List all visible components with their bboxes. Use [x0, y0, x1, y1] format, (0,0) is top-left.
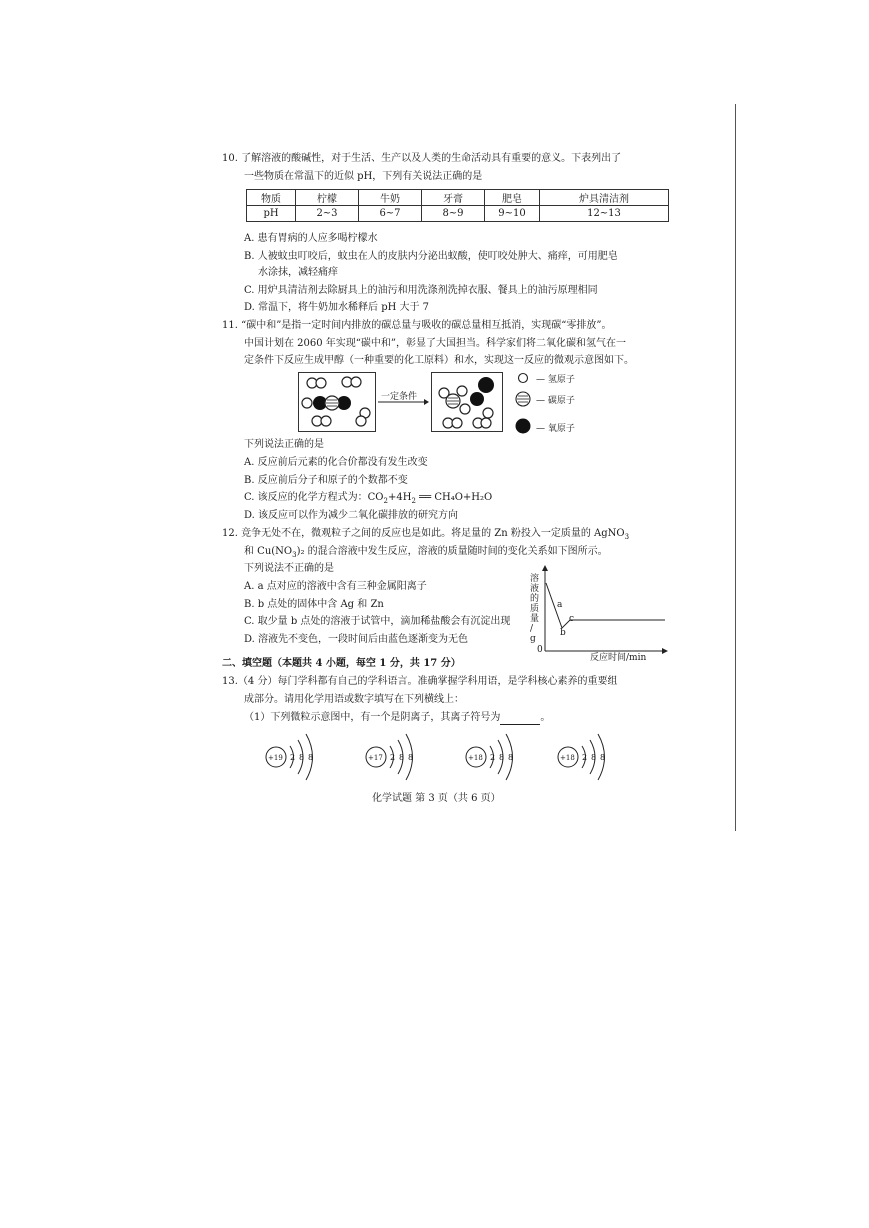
table-cell: 2~3: [296, 206, 359, 222]
x-axis-arrow: [662, 648, 668, 654]
atom-diagram: [264, 730, 324, 786]
q12-line1-text: 12. 竞争无处不在，微观粒子之间的反应也是如此。将足量的 Zn 粉投入一定质量的 AgNO: [222, 528, 625, 539]
q12-line1-sub: 3: [624, 533, 630, 541]
arrow-icon: [376, 398, 430, 406]
graph-origin: 0: [537, 645, 543, 655]
table-cell: 6~7: [359, 206, 422, 222]
table-row: [247, 206, 669, 222]
graph-ylabel: [530, 574, 540, 644]
table-cell: 12~13: [540, 206, 669, 222]
legend-oxygen: — 氧原子: [536, 424, 575, 434]
point-a-label: a: [557, 600, 563, 610]
atom-diagram: [464, 730, 524, 786]
product-box: [431, 372, 503, 432]
q12-line1: [222, 527, 629, 544]
shell-count: 8: [508, 753, 514, 762]
q10-option-b: B. 人被蚊虫叮咬后，蚊虫在人的皮肤内分泌出蚁酸，使叮咬处肿大、痛痒，可用肥皂: [244, 251, 618, 262]
q13-line1: 13.（4 分）每门学科都有自己的学科语言。准确掌握学科用语，是学科核心素养的重要组: [222, 676, 618, 687]
legend-icons: [515, 371, 533, 437]
q12-line2-post: )₂ 的混合溶液中发生反应，溶液的质量随时间的变化关系如下图所示。: [296, 546, 608, 557]
shell-count: 8: [499, 753, 505, 762]
graph-xlabel: 反应时间/min: [590, 653, 647, 663]
q13-sub1-end: 。: [540, 712, 551, 723]
legend-carbon: — 碳原子: [536, 396, 575, 406]
shell-count: 2: [490, 753, 496, 762]
ylabel-char: 液: [530, 584, 540, 594]
ylabel-char: 质: [530, 604, 540, 614]
ylabel-char: 量: [530, 614, 540, 624]
product-molecules: [432, 373, 502, 431]
q11-option-a: A. 反应前后元素的化合价都没有发生改变: [244, 457, 428, 468]
q13-sub1: [244, 711, 550, 725]
q11-option-d: D. 该反应可以作为减少二氧化碳排放的研究方向: [244, 510, 459, 521]
table-cell: 物质: [247, 190, 296, 206]
section-title: 二、填空题（本题共 4 小题，每空 1 分，共 17 分）: [222, 658, 461, 669]
equation-equals: ══: [415, 492, 435, 503]
q12-option-d: D. 溶液先不变色，一段时间后由蓝色逐渐变为无色: [244, 634, 469, 645]
nucleus-label: +18: [560, 754, 575, 762]
mass-curve: [546, 583, 665, 628]
q11-option-b: B. 反应前后分子和原子的个数都不变: [244, 475, 408, 486]
legend-hydrogen: — 氢原子: [536, 375, 575, 385]
table-cell: 8~9: [422, 206, 485, 222]
table-cell: 牙膏: [422, 190, 485, 206]
q13-line2: 成部分。请用化学用语或数字填写在下列横线上：: [244, 694, 464, 705]
atom-diagram: [556, 730, 616, 786]
q11-line2: 中国计划在 2060 年实现“碳中和”，彰显了大国担当。科学家们将二氧化碳和氢气在一: [244, 338, 627, 349]
q12-stem: 下列说法不正确的是: [244, 563, 334, 574]
shell-count: 8: [308, 753, 314, 762]
q10-line2: 一些物质在常温下的近似 pH，下列有关说法正确的是: [244, 171, 483, 182]
reactant-box: [298, 372, 376, 432]
q12-option-a: A. a 点对应的溶液中含有三种金属阳离子: [244, 581, 427, 592]
y-axis-arrow: [542, 565, 548, 571]
ylabel-char: 溶: [530, 574, 540, 584]
equation-sub: 2: [411, 497, 416, 505]
q11-line3: 定条件下反应生成甲醇（一种重要的化工原料）和水，实现这一反应的微观示意图如下。: [244, 355, 634, 366]
q11-line1: 11. “碳中和”是指一定时间内排放的碳总量与吸收的碳总量相互抵消，实现碳“零排放”。: [222, 320, 612, 331]
q10-option-d: D. 常温下，将牛奶加水稀释后 pH 大于 7: [244, 302, 430, 313]
table-cell: 肥皂: [485, 190, 540, 206]
nucleus-label: +17: [368, 754, 383, 762]
table-row: [247, 190, 669, 206]
page-footer: 化学试题 第 3 页（共 6 页）: [372, 793, 501, 804]
ylabel-char: g: [530, 634, 536, 644]
table-cell: 柠檬: [296, 190, 359, 206]
equation-part: +4H: [387, 492, 412, 503]
ylabel-char: 的: [530, 594, 540, 604]
shell-count: 2: [390, 753, 396, 762]
shell-count: 2: [290, 753, 296, 762]
q12-line2-sub: 3: [292, 551, 297, 559]
table-cell: 炉具清洁剂: [540, 190, 669, 206]
q10-line1: 10. 了解溶液的酸碱性，对于生活、生产以及人类的生命活动具有重要的意义。下表列出了: [222, 153, 622, 164]
q11-option-c: [244, 491, 492, 508]
arrow-label: 一定条件: [381, 392, 418, 402]
shell-count: 8: [600, 753, 606, 762]
ylabel-char: /: [530, 624, 534, 634]
reactant-molecules: [299, 373, 375, 431]
shell-count: 2: [582, 753, 588, 762]
shell-count: 8: [591, 753, 597, 762]
atom-diagram: [364, 730, 424, 786]
equation-part: CH₄O+H₂O: [434, 492, 493, 503]
q12-line2-pre: 和 Cu(NO: [244, 546, 293, 557]
q13-sub1-text: （1）下列微粒示意图中，有一个是阴离子，其离子符号为: [244, 712, 501, 723]
equation-sub: 2: [383, 497, 388, 505]
point-c-label: c: [569, 614, 575, 624]
shell-count: 8: [399, 753, 405, 762]
q11-stem: 下列说法正确的是: [244, 439, 324, 450]
q10-option-a: A. 患有胃病的人应多喝柠檬水: [244, 233, 378, 244]
table-cell: pH: [247, 206, 296, 222]
margin-rule: [735, 104, 736, 831]
shell-count: 8: [408, 753, 414, 762]
answer-blank[interactable]: [500, 714, 540, 725]
shell-count: 8: [299, 753, 305, 762]
nucleus-label: +19: [268, 754, 283, 762]
q12-line2: [244, 545, 608, 562]
q10-option-c: C. 用炉具清洁剂去除厨具上的油污和用洗涤剂洗掉衣服、餐具上的油污原理相同: [244, 285, 598, 296]
point-b-label: b: [560, 628, 566, 638]
q10-option-b-cont: 水涂抹，减轻痛痒: [258, 267, 338, 278]
table-cell: 9~10: [485, 206, 540, 222]
equation-part: C. 该反应的化学方程式为：CO: [244, 492, 384, 503]
q12-option-c: C. 取少量 b 点处的溶液于试管中，滴加稀盐酸会有沉淀出现: [244, 616, 511, 627]
ph-table: [246, 189, 669, 222]
table-cell: 牛奶: [359, 190, 422, 206]
nucleus-label: +18: [468, 754, 483, 762]
q12-option-b: B. b 点处的固体中含 Ag 和 Zn: [244, 599, 384, 610]
